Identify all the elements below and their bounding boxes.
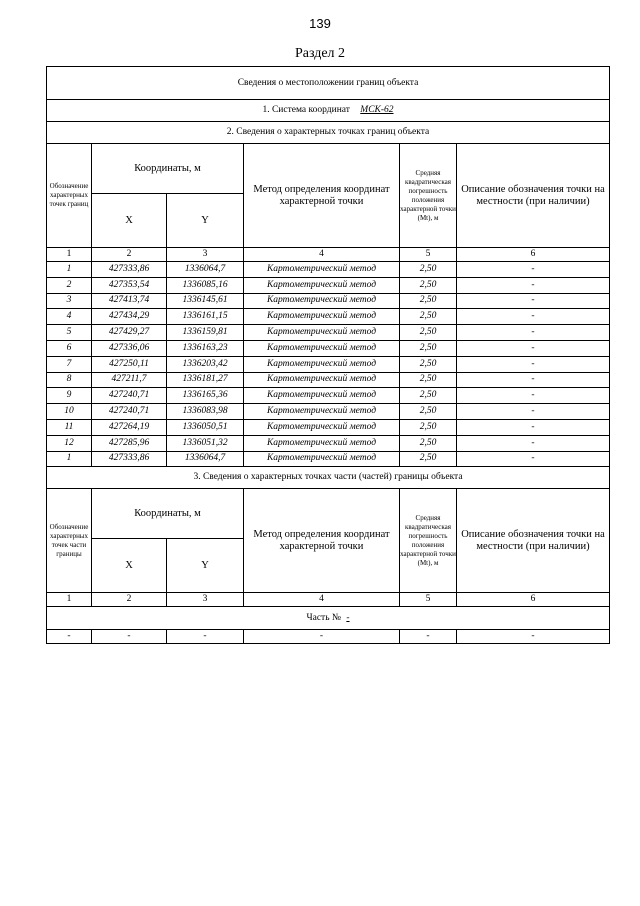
point-description: - bbox=[457, 388, 610, 404]
point-accuracy: 2,50 bbox=[400, 451, 457, 467]
point-number: 12 bbox=[47, 435, 92, 451]
section2-row bbox=[47, 122, 610, 144]
point-x: 427333,86 bbox=[92, 262, 167, 278]
point-number: 8 bbox=[47, 372, 92, 388]
point-row bbox=[47, 293, 610, 309]
header-x: X bbox=[92, 194, 167, 248]
section2-label: 2. Сведения о характерных точках границ объекта bbox=[47, 122, 610, 144]
point-description: - bbox=[457, 309, 610, 325]
point-accuracy: 2,50 bbox=[400, 419, 457, 435]
point-y: 1336083,98 bbox=[167, 404, 244, 420]
section3-header-row-1 bbox=[47, 489, 610, 539]
column-number: 2 bbox=[92, 248, 167, 262]
column-number: 6 bbox=[457, 248, 610, 262]
point-y: 1336064,7 bbox=[167, 262, 244, 278]
coord-system-value: МСК-62 bbox=[360, 105, 394, 115]
part-cell: - bbox=[244, 630, 400, 644]
point-x: 427264,19 bbox=[92, 419, 167, 435]
section2-header-row-1 bbox=[47, 144, 610, 194]
point-accuracy: 2,50 bbox=[400, 372, 457, 388]
point-y: 1336050,51 bbox=[167, 419, 244, 435]
header-coordinates: Координаты, м bbox=[92, 144, 244, 194]
point-method: Картометрический метод bbox=[244, 435, 400, 451]
column-number: 5 bbox=[400, 593, 457, 607]
point-x: 427285,96 bbox=[92, 435, 167, 451]
point-method: Картометрический метод bbox=[244, 451, 400, 467]
page-number: 139 bbox=[309, 16, 331, 31]
point-x: 427353,54 bbox=[92, 277, 167, 293]
table-title: Сведения о местоположении границ объекта bbox=[47, 67, 610, 100]
column-number: 4 bbox=[244, 248, 400, 262]
part-row bbox=[47, 607, 610, 630]
point-description: - bbox=[457, 262, 610, 278]
part-cell: - bbox=[457, 630, 610, 644]
part-cell: - bbox=[167, 630, 244, 644]
coord-system-row bbox=[47, 100, 610, 122]
point-row bbox=[47, 340, 610, 356]
section-title: Раздел 2 bbox=[294, 46, 346, 61]
point-accuracy: 2,50 bbox=[400, 388, 457, 404]
point-accuracy: 2,50 bbox=[400, 356, 457, 372]
point-method: Картометрический метод bbox=[244, 262, 400, 278]
boundaries-table bbox=[46, 66, 610, 644]
point-row bbox=[47, 277, 610, 293]
column-number: 5 bbox=[400, 248, 457, 262]
column-number: 1 bbox=[47, 248, 92, 262]
coord-system-label: 1. Система координат bbox=[262, 105, 350, 115]
point-accuracy: 2,50 bbox=[400, 277, 457, 293]
point-y: 1336159,81 bbox=[167, 325, 244, 341]
point-accuracy: 2,50 bbox=[400, 262, 457, 278]
point-y: 1336064,7 bbox=[167, 451, 244, 467]
header-accuracy: Средняя квадратическая погрешность положения характерной точки (Mt), м bbox=[400, 144, 457, 248]
table-title-row bbox=[47, 67, 610, 100]
point-method: Картометрический метод bbox=[244, 325, 400, 341]
point-row bbox=[47, 356, 610, 372]
header-method: Метод определения координат характерной точки bbox=[244, 144, 400, 248]
point-number: 10 bbox=[47, 404, 92, 420]
header-y: Y bbox=[167, 539, 244, 593]
header-coordinates: Координаты, м bbox=[92, 489, 244, 539]
point-method: Картометрический метод bbox=[244, 277, 400, 293]
point-number: 1 bbox=[47, 262, 92, 278]
point-accuracy: 2,50 bbox=[400, 435, 457, 451]
part-cell: - bbox=[47, 630, 92, 644]
column-number: 1 bbox=[47, 593, 92, 607]
point-method: Картометрический метод bbox=[244, 372, 400, 388]
point-x: 427240,71 bbox=[92, 404, 167, 420]
point-y: 1336165,36 bbox=[167, 388, 244, 404]
point-x: 427240,71 bbox=[92, 388, 167, 404]
point-accuracy: 2,50 bbox=[400, 340, 457, 356]
point-description: - bbox=[457, 293, 610, 309]
point-row bbox=[47, 404, 610, 420]
column-numbers-row bbox=[47, 593, 610, 607]
point-x: 427211,7 bbox=[92, 372, 167, 388]
point-accuracy: 2,50 bbox=[400, 293, 457, 309]
column-number: 6 bbox=[457, 593, 610, 607]
point-y: 1336161,15 bbox=[167, 309, 244, 325]
header-point-designation-part: Обозначение характерных точек части границы bbox=[47, 489, 92, 593]
point-accuracy: 2,50 bbox=[400, 325, 457, 341]
section3-row bbox=[47, 467, 610, 489]
point-method: Картометрический метод bbox=[244, 356, 400, 372]
point-description: - bbox=[457, 356, 610, 372]
point-description: - bbox=[457, 325, 610, 341]
point-row bbox=[47, 388, 610, 404]
point-x: 427429,27 bbox=[92, 325, 167, 341]
point-y: 1336181,27 bbox=[167, 372, 244, 388]
column-numbers-row bbox=[47, 248, 610, 262]
point-description: - bbox=[457, 404, 610, 420]
point-row bbox=[47, 325, 610, 341]
header-description: Описание обозначения точки на местности (при наличии) bbox=[457, 489, 610, 593]
point-number: 1 bbox=[47, 451, 92, 467]
header-description: Описание обозначения точки на местности (при наличии) bbox=[457, 144, 610, 248]
header-x: X bbox=[92, 539, 167, 593]
column-number: 2 bbox=[92, 593, 167, 607]
point-method: Картометрический метод bbox=[244, 388, 400, 404]
column-number: 4 bbox=[244, 593, 400, 607]
point-description: - bbox=[457, 277, 610, 293]
point-number: 3 bbox=[47, 293, 92, 309]
point-row bbox=[47, 372, 610, 388]
point-method: Картометрический метод bbox=[244, 419, 400, 435]
point-description: - bbox=[457, 451, 610, 467]
column-number: 3 bbox=[167, 248, 244, 262]
point-x: 427336,06 bbox=[92, 340, 167, 356]
part-data-row bbox=[47, 630, 610, 644]
header-point-designation: Обозначение характерных точек границ bbox=[47, 144, 92, 248]
point-method: Картометрический метод bbox=[244, 340, 400, 356]
point-row bbox=[47, 451, 610, 467]
point-number: 5 bbox=[47, 325, 92, 341]
part-label: Часть № bbox=[306, 612, 341, 623]
point-number: 9 bbox=[47, 388, 92, 404]
point-y: 1336203,42 bbox=[167, 356, 244, 372]
point-description: - bbox=[457, 372, 610, 388]
point-number: 6 bbox=[47, 340, 92, 356]
point-y: 1336163,23 bbox=[167, 340, 244, 356]
header-method: Метод определения координат характерной точки bbox=[244, 489, 400, 593]
point-accuracy: 2,50 bbox=[400, 404, 457, 420]
point-description: - bbox=[457, 340, 610, 356]
point-method: Картометрический метод bbox=[244, 293, 400, 309]
column-number: 3 bbox=[167, 593, 244, 607]
point-x: 427250,11 bbox=[92, 356, 167, 372]
point-row bbox=[47, 435, 610, 451]
point-row bbox=[47, 309, 610, 325]
point-row bbox=[47, 262, 610, 278]
point-x: 427333,86 bbox=[92, 451, 167, 467]
part-value: - bbox=[346, 612, 350, 623]
point-y: 1336051,32 bbox=[167, 435, 244, 451]
point-number: 2 bbox=[47, 277, 92, 293]
point-y: 1336085,16 bbox=[167, 277, 244, 293]
point-method: Картометрический метод bbox=[244, 404, 400, 420]
point-method: Картометрический метод bbox=[244, 309, 400, 325]
point-row bbox=[47, 419, 610, 435]
point-description: - bbox=[457, 435, 610, 451]
point-number: 4 bbox=[47, 309, 92, 325]
part-cell: - bbox=[400, 630, 457, 644]
header-accuracy: Средняя квадратическая погрешность положения характерной точки (Mt), м bbox=[400, 489, 457, 593]
point-number: 11 bbox=[47, 419, 92, 435]
point-number: 7 bbox=[47, 356, 92, 372]
point-description: - bbox=[457, 419, 610, 435]
section3-label: 3. Сведения о характерных точках части (частей) границы объекта bbox=[47, 467, 610, 489]
part-cell: - bbox=[92, 630, 167, 644]
point-accuracy: 2,50 bbox=[400, 309, 457, 325]
point-x: 427434,29 bbox=[92, 309, 167, 325]
header-y: Y bbox=[167, 194, 244, 248]
point-x: 427413,74 bbox=[92, 293, 167, 309]
point-y: 1336145,61 bbox=[167, 293, 244, 309]
